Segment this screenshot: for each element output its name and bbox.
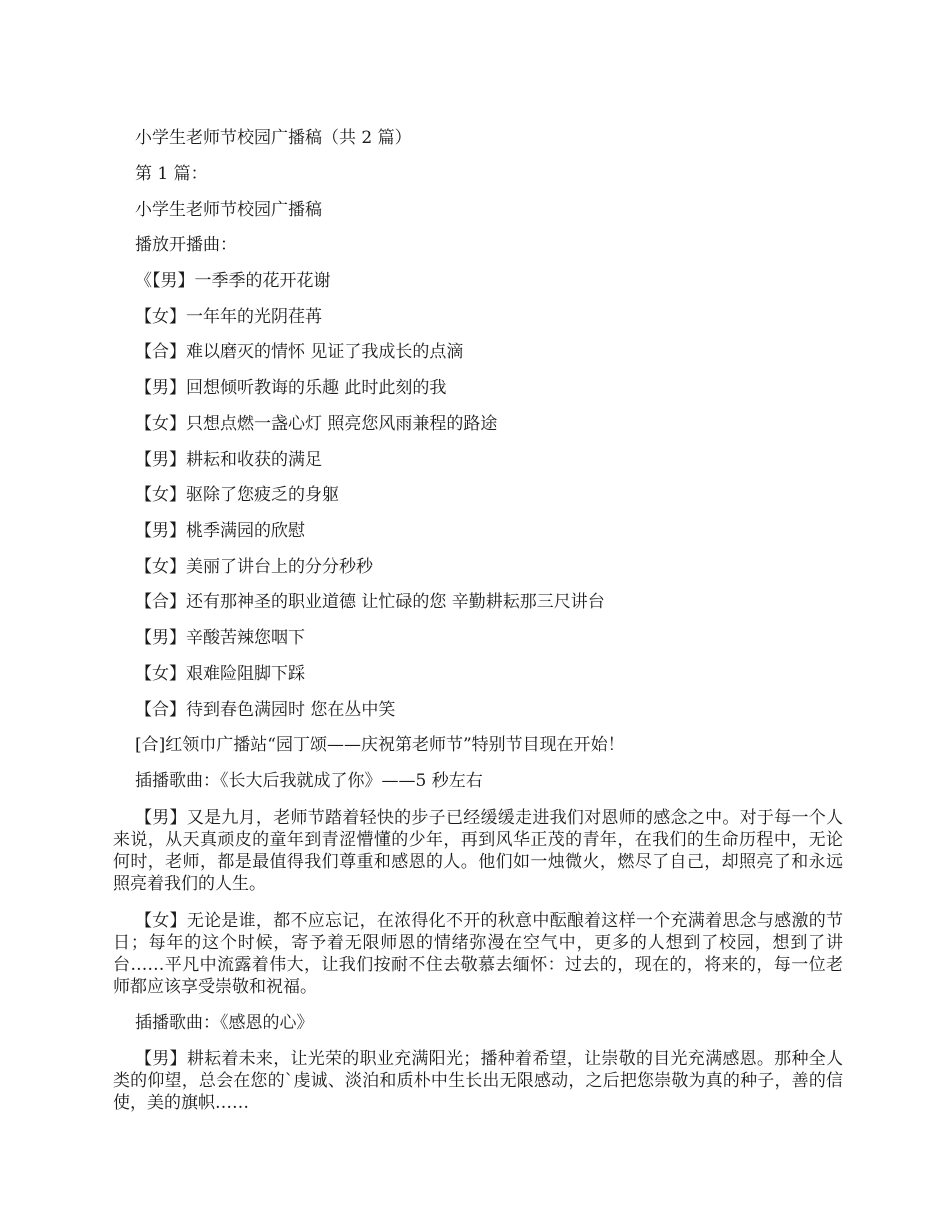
script-line: 【男】辛酸苦辣您咽下 xyxy=(135,628,305,648)
song-cue: 插播歌曲：《长大后我就成了你》——5 秒左右 xyxy=(135,771,483,791)
paragraph: 【女】无论是谁，都不应忘记，在浓得化不开的秋意中酝酿着这样一个充满着思念与感激的节日；每年的这个时候，寄予着无限师恩的情绪弥漫在空气中，更多的人想到了校园，想到了讲台……平凡中流露着伟大，让我们按耐不住去敬慕去缅怀：过去的，现在的，将来的，每一位老师都应该享受崇敬和祝福。 xyxy=(113,911,843,997)
opening-instruction: 播放开播曲： xyxy=(135,235,237,255)
document-subtitle: 小学生老师节校园广播稿 xyxy=(135,200,322,220)
section-heading: 第 1 篇： xyxy=(135,164,208,184)
script-line: 【女】驱除了您疲乏的身躯 xyxy=(135,485,339,505)
script-line: 《【男】一季季的花开花谢 xyxy=(135,271,331,291)
announcement: [合]红领巾广播站“园丁颂——庆祝第老师节”特别节目现在开始！ xyxy=(135,735,625,755)
paragraph: 【男】又是九月，老师节踏着轻快的步子已经缓缓走进我们对恩师的感念之中。对于每一个人来说，从天真顽皮的童年到青涩懵懂的少年，再到风华正茂的青年，在我们的生命历程中，无论何时，老师，都是最值得我们尊重和感恩的人。他们如一烛微火，燃尽了自己，却照亮了和永远照亮着我们的人生。 xyxy=(113,808,843,894)
paragraph: 【男】耕耘着未来，让光荣的职业充满阳光；播种着希望，让崇敬的目光充满感恩。那种全人类的仰望，总会在您的`虔诚、淡泊和质朴中生长出无限感动，之后把您崇敬为真的种子，善的信使，美的旗帜…… xyxy=(113,1049,843,1113)
script-line: 【女】只想点燃一盏心灯 照亮您风雨兼程的路途 xyxy=(135,414,498,434)
script-line: 【女】一年年的光阴荏苒 xyxy=(135,307,322,327)
script-line: 【男】回想倾听教诲的乐趣 此时此刻的我 xyxy=(135,378,447,398)
song-cue: 插播歌曲：《感恩的心》 xyxy=(135,1013,314,1033)
script-line: 【男】桃季满园的欣慰 xyxy=(135,521,305,541)
script-line: 【合】还有那神圣的职业道德 让忙碌的您 辛勤耕耘那三尺讲台 xyxy=(135,592,605,612)
script-line: 【女】艰难险阻脚下踩 xyxy=(135,664,305,684)
script-line: 【合】难以磨灭的情怀 见证了我成长的点滴 xyxy=(135,342,464,362)
script-line: 【女】美丽了讲台上的分分秒秒 xyxy=(135,557,373,577)
document-title: 小学生老师节校园广播稿（共 2 篇） xyxy=(135,128,412,148)
script-line: 【男】耕耘和收获的满足 xyxy=(135,450,322,470)
script-line: 【合】待到春色满园时 您在丛中笑 xyxy=(135,700,396,720)
